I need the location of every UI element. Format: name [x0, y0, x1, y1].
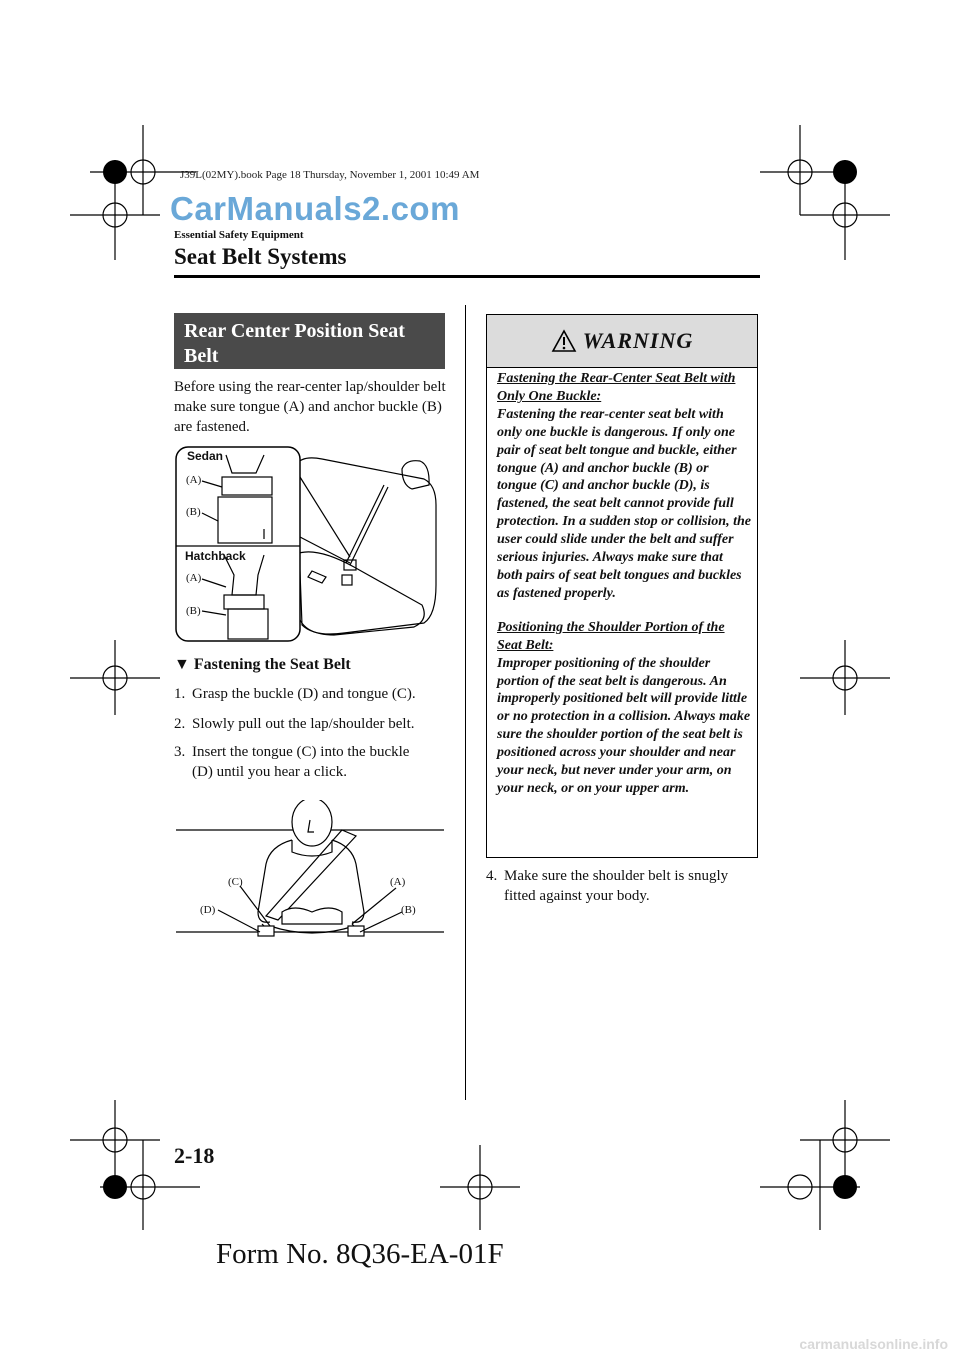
- figure-label-sedan: Sedan: [187, 449, 224, 463]
- triangle-down-icon: ▼: [174, 656, 190, 673]
- subheading-text: Fastening the Seat Belt: [193, 656, 351, 673]
- rear-seat-illustration: [174, 445, 454, 645]
- column-divider: [465, 305, 466, 1100]
- figure-label-a: (A): [186, 474, 202, 486]
- page-number: 2-18: [174, 1143, 215, 1168]
- warning-heading-1: Fastening the Rear-Center Seat Belt with Only One Buckle:: [497, 371, 736, 404]
- watermark-bottom: carmanualsonline.info: [799, 1336, 948, 1352]
- page-title: Seat Belt Systems: [174, 244, 347, 269]
- book-info-line: J39L(02MY).book Page 18 Thursday, November 1, 2001 10:49 AM: [180, 169, 480, 181]
- watermark-top: CarManuals2.com: [170, 190, 460, 227]
- intro-paragraph: Before using the rear-center lap/shoulder belt make sure tongue (A) and anchor buckle (B) are fastened.: [174, 379, 446, 435]
- figure-label-hatchback: Hatchback: [185, 549, 246, 563]
- figure-label-a-hatch: (A): [186, 572, 202, 584]
- warning-title: WARNING: [582, 328, 694, 353]
- step-3: 3. Insert the tongue (C) into the buckle (D) until you hear a click.: [174, 744, 410, 780]
- section-heading: Rear Center Position Seat Belt: [174, 313, 445, 369]
- warning-header: [486, 314, 758, 368]
- subheading-fastening: [174, 656, 351, 674]
- figure2-label-a: (A): [390, 876, 406, 888]
- figure2-label-b: (B): [401, 904, 416, 916]
- person-seatbelt-illustration: [174, 800, 446, 950]
- step-1: 1. Grasp the buckle (D) and tongue (C).: [174, 686, 416, 702]
- warning-text: [497, 370, 751, 798]
- warning-triangle-icon: [551, 329, 577, 353]
- section-label: Essential Safety Equipment: [174, 229, 304, 241]
- figure-label-b: (B): [186, 506, 201, 518]
- form-number: Form No. 8Q36-EA-01F: [216, 1238, 504, 1270]
- warning-body-2: Improper positioning of the shoulder portion of the seat belt is dangerous. An improperly positioned belt will provide little or no protection in a collision. Always make sure the shoulder portion of the seat belt is positioned across your shoulder and near your neck, but never under your arm, on your neck, or on your upper arm.: [497, 655, 751, 796]
- step-4: 4. Make sure the shoulder belt is snugly fitted against your body.: [486, 868, 729, 904]
- warning-heading-2: Positioning the Shoulder Portion of the Seat Belt:: [497, 619, 725, 653]
- figure2-label-c: (C): [228, 876, 243, 888]
- step-2: 2. Slowly pull out the lap/shoulder belt.: [174, 716, 415, 732]
- figure-label-b-hatch: (B): [186, 605, 201, 617]
- figure2-label-d: (D): [200, 904, 216, 916]
- warning-body-1: Fastening the rear-center seat belt with only one buckle is dangerous. If only one pair of seat belt tongue and buckle, either tongue (A) and anchor buckle (B) or tongue (C) and anchor buckle (D), is fastened, the seat belt cannot provide full protection. In a sudden stop or collision, the user could slide under the belt and suffer serious injuries. Always make sure that both pairs of seat belt tongues and buckles as fastened properly.: [497, 406, 751, 601]
- title-divider: [174, 275, 760, 278]
